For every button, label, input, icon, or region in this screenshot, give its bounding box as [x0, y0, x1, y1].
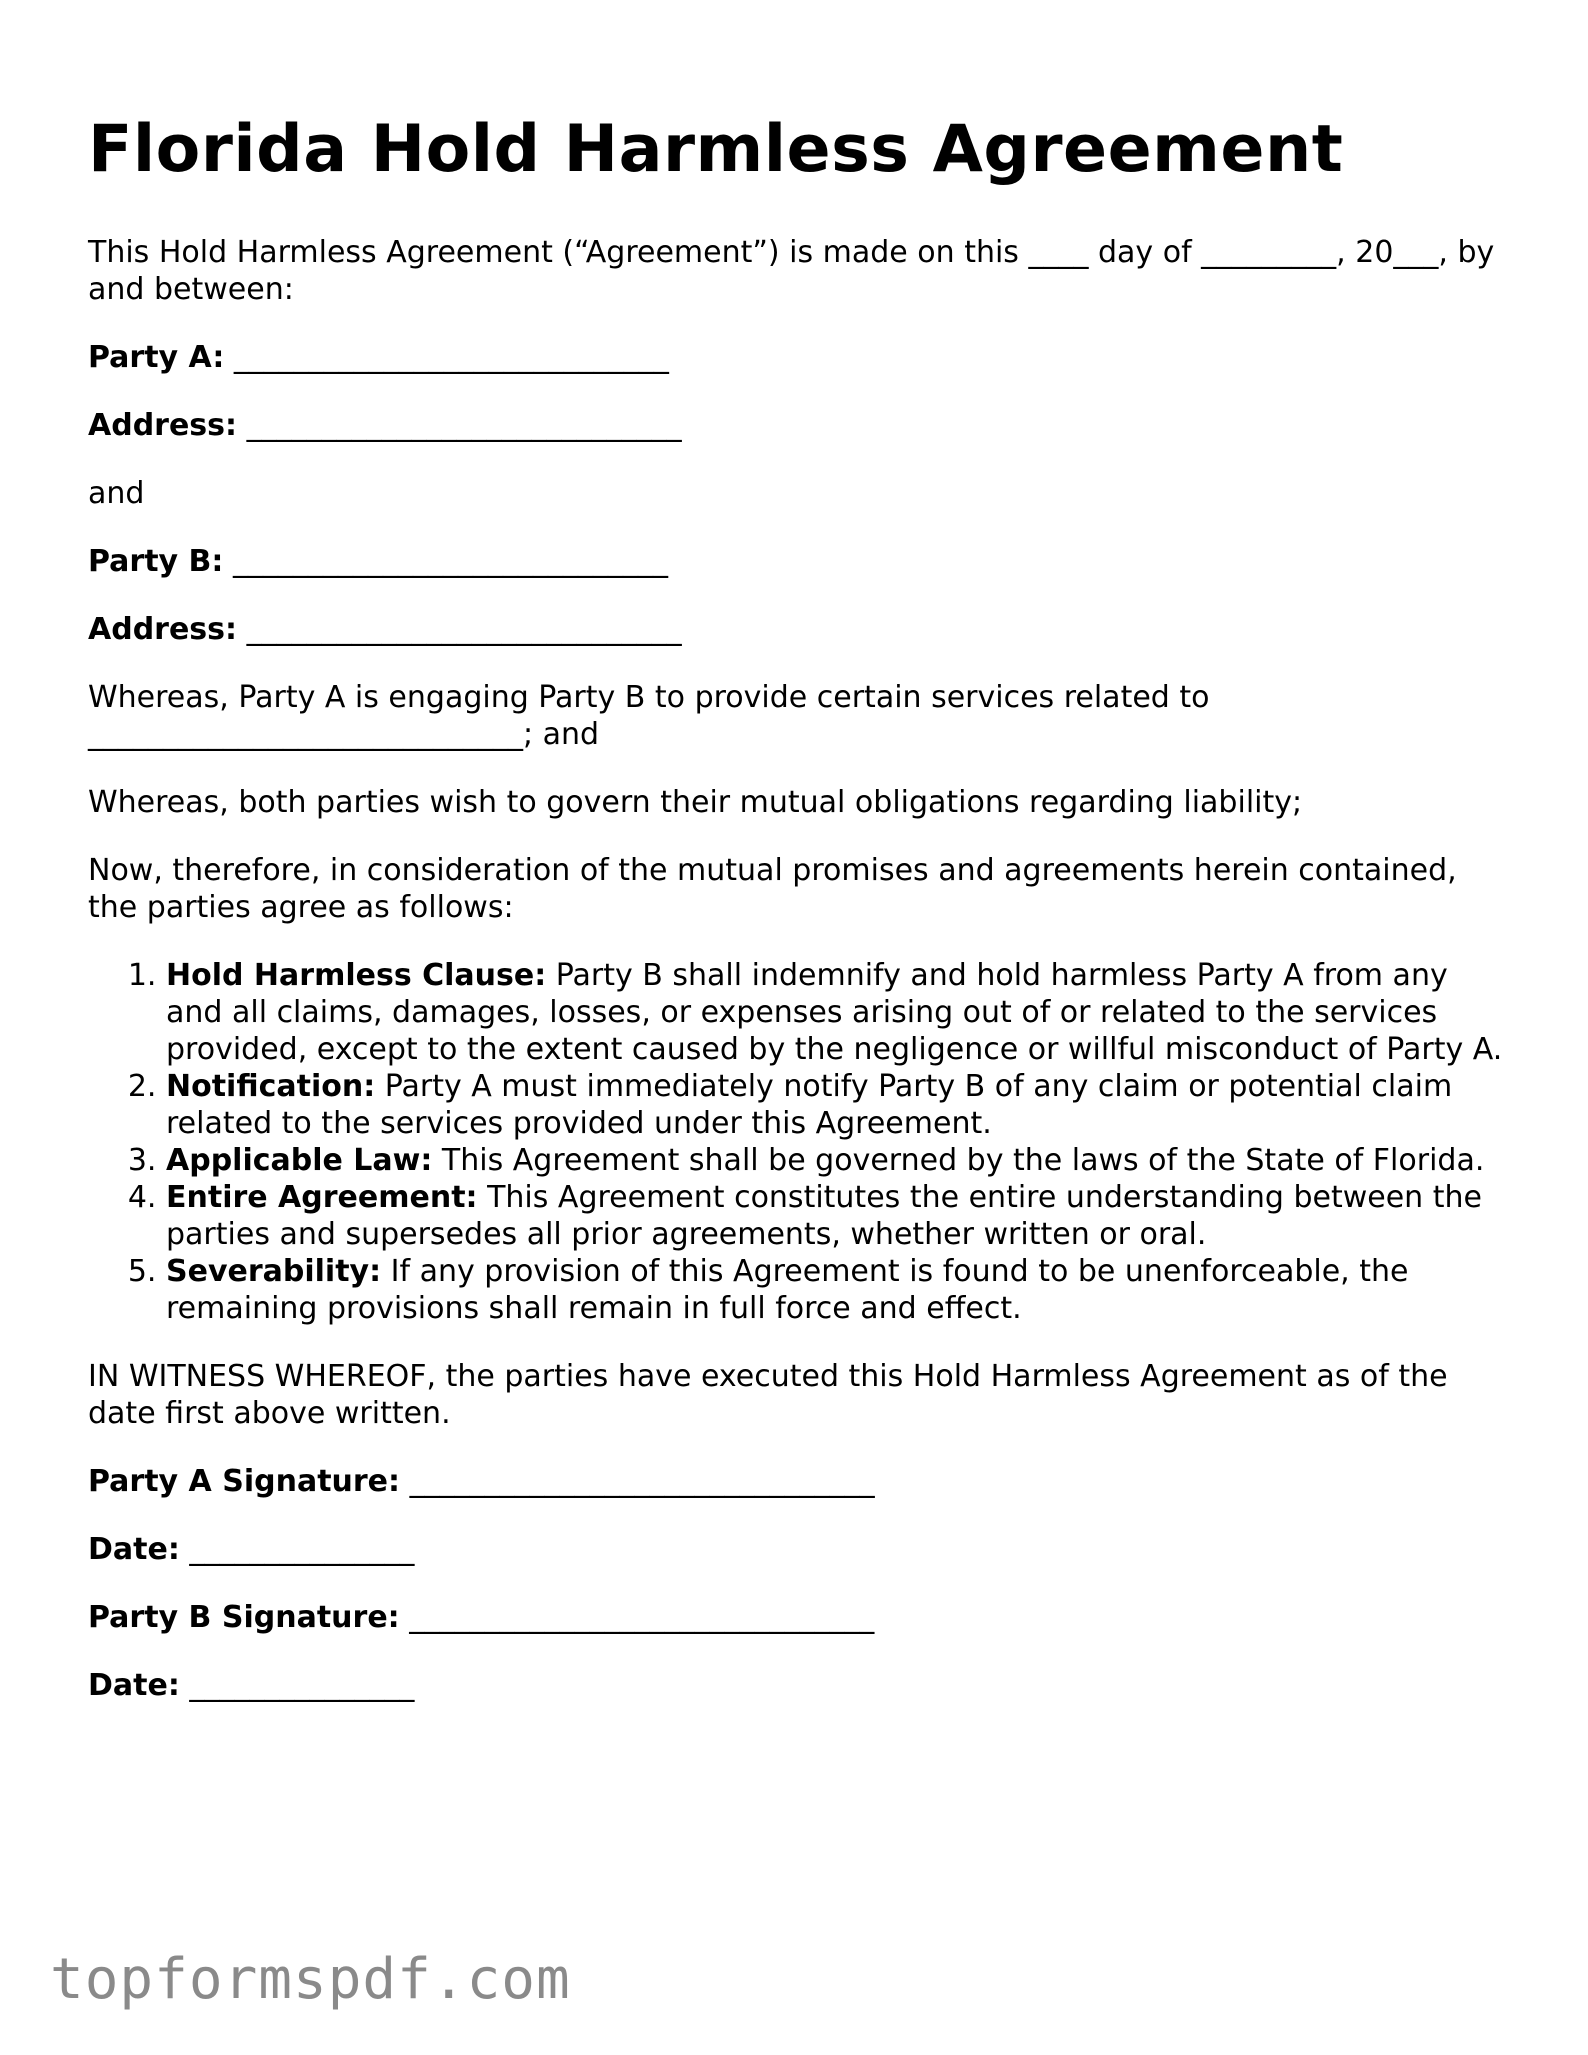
- clause-heading: Hold Harmless Clause:: [166, 958, 547, 993]
- party-b-label: Party B:: [88, 544, 224, 579]
- and-text: and: [88, 476, 145, 511]
- watermark: topformspdf.com: [50, 1947, 571, 2012]
- clause-text: This Agreement shall be governed by the laws of the State of Florida.: [432, 1143, 1485, 1178]
- party-a-address-field: [88, 407, 1508, 444]
- party-a-label: Party A:: [88, 340, 225, 375]
- clause-heading: Entire Agreement:: [166, 1180, 478, 1215]
- clause-list: [88, 957, 1508, 1327]
- clause-item: [166, 1253, 1508, 1327]
- intro-paragraph: This Hold Harmless Agreement (“Agreement”) is made on this ____ day of _________, 20___, by and between:: [88, 235, 1495, 307]
- party-a-date-blank: _______________: [189, 1532, 415, 1567]
- whereas-services-paragraph: Whereas, Party A is engaging Party B to provide certain services related to _____________________________; and: [88, 680, 1210, 752]
- party-b-blank: _____________________________: [232, 544, 668, 579]
- page-title: Florida Hold Harmless Agreement: [88, 112, 1344, 187]
- witness-paragraph: IN WITNESS WHEREOF, the parties have executed this Hold Harmless Agreement as of the date first above written.: [88, 1359, 1448, 1431]
- party-b-address-label: Address:: [88, 612, 238, 647]
- party-a-signature-blank: _______________________________: [409, 1464, 875, 1499]
- whereas-liability-paragraph: Whereas, both parties wish to govern their mutual obligations regarding liability;: [88, 785, 1303, 820]
- party-a-date-label: Date:: [88, 1532, 180, 1567]
- party-b-date-label: Date:: [88, 1668, 180, 1703]
- party-b-signature-blank: _______________________________: [409, 1600, 875, 1635]
- party-b-date-field: [88, 1667, 1508, 1704]
- party-a-blank: _____________________________: [233, 340, 669, 375]
- party-a-field: [88, 339, 1508, 376]
- party-b-signature-field: [88, 1599, 1508, 1636]
- clause-item: [166, 1068, 1508, 1142]
- clause-heading: Applicable Law:: [166, 1143, 433, 1178]
- clause-heading: Notification:: [166, 1069, 376, 1104]
- clause-item: [166, 1179, 1508, 1253]
- party-a-signature-field: [88, 1463, 1508, 1500]
- clause-item: [166, 1142, 1508, 1179]
- party-a-signature-label: Party A Signature:: [88, 1464, 401, 1499]
- party-a-date-field: [88, 1531, 1508, 1568]
- party-b-address-field: [88, 611, 1508, 648]
- clause-item: [166, 957, 1508, 1068]
- party-b-field: [88, 543, 1508, 580]
- clause-text: This Agreement constitutes the entire understanding between the parties and supersedes all prior agreements, whether written or oral.: [166, 1180, 1482, 1252]
- party-b-address-blank: _____________________________: [246, 612, 682, 647]
- document-page: [88, 110, 1508, 1735]
- clause-text: Party B shall indemnify and hold harmless Party A from any and all claims, damages, losses, or expenses arising out of or related to the services provided, except to the extent caused by the negligence or willful misconduct of Party A.: [166, 958, 1503, 1067]
- clause-heading: Severability:: [166, 1254, 382, 1289]
- party-a-address-blank: _____________________________: [246, 408, 682, 443]
- clause-text: Party A must immediately notify Party B of any claim or potential claim related to the services provided under this Agreement.: [166, 1069, 1453, 1141]
- now-therefore-paragraph: Now, therefore, in consideration of the mutual promises and agreements herein contained, the parties agree as follows:: [88, 853, 1457, 925]
- party-b-date-blank: _______________: [189, 1668, 415, 1703]
- party-b-signature-label: Party B Signature:: [88, 1600, 400, 1635]
- party-a-address-label: Address:: [88, 408, 238, 443]
- clause-text: If any provision of this Agreement is found to be unenforceable, the remaining provisions shall remain in full force and effect.: [166, 1254, 1409, 1326]
